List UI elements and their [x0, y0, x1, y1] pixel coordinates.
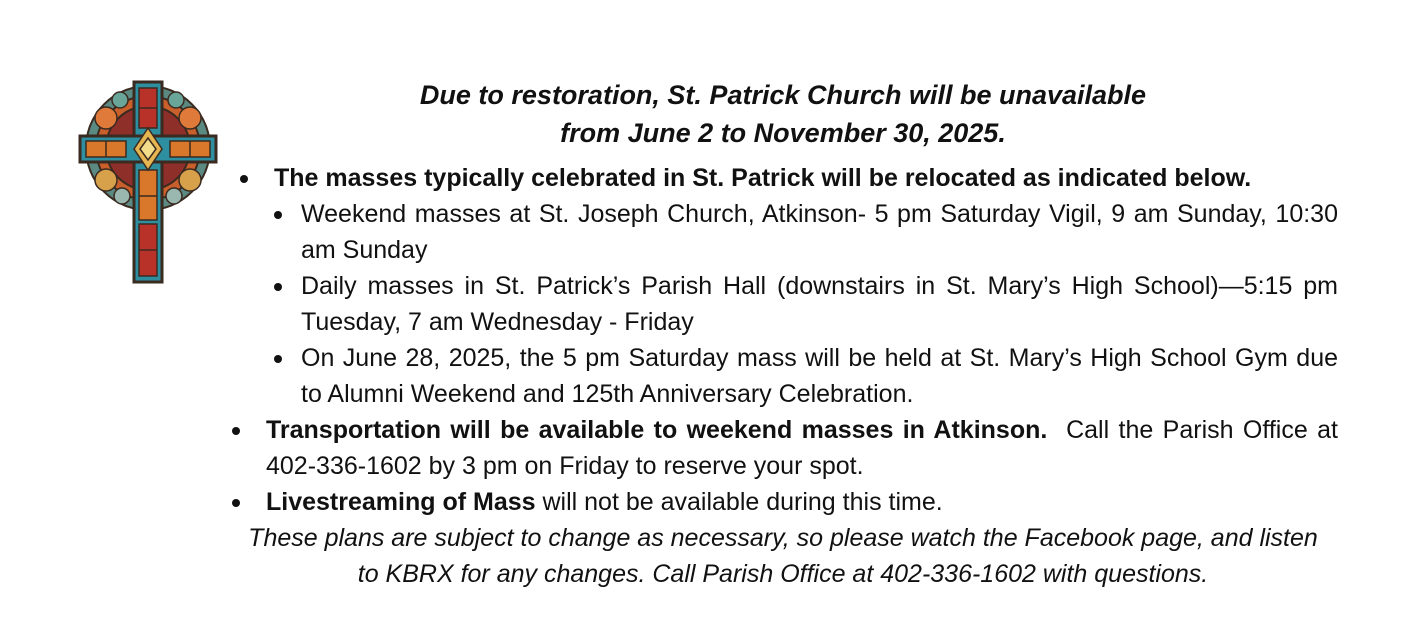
list-item-transportation	[228, 412, 1345, 484]
bullet-icon	[274, 211, 282, 219]
daily-masses-text: Daily masses in St. Patrick’s Parish Hall (downstairs in St. Mary’s High School)—5:15 pm Tuesday, 7 am Wednesday - Friday	[301, 272, 1338, 336]
footer-line2: to KBRX for any changes. Call Parish Office at 402-336-1602 with questions.	[357, 560, 1209, 588]
transportation-heading: Transportation will be available to weekend masses in Atkinson.	[266, 416, 1048, 444]
list-item-june-28-mass	[228, 340, 1338, 412]
relocation-heading: The masses typically celebrated in St. Patrick will be relocated as indicated below.	[274, 164, 1252, 192]
livestreaming-heading: Livestreaming of Mass	[266, 488, 536, 516]
june-28-mass-text: On June 28, 2025, the 5 pm Saturday mass will be held at St. Mary’s High School Gym due to Alumni Weekend and 125th Anniversary Celebration.	[301, 344, 1338, 408]
footer-line1: These plans are subject to change as necessary, so please watch the Facebook page, and listen	[248, 524, 1318, 552]
bullet-icon	[232, 499, 240, 507]
bullet-icon	[274, 355, 282, 363]
bullet-icon	[274, 283, 282, 291]
weekend-masses-text: Weekend masses at St. Joseph Church, Atkinson- 5 pm Saturday Vigil, 9 am Sunday, 10:30 am Sunday	[301, 200, 1338, 264]
list-item-livestreaming	[228, 484, 1338, 520]
list-item-relocation	[236, 160, 1338, 196]
bullet-icon	[240, 175, 248, 183]
livestreaming-details: will not be available during this time.	[535, 488, 943, 516]
transportation-details: Call the Parish Office at 402-336-1602 by 3 pm on Friday to reserve your spot.	[266, 416, 1345, 480]
notice-footer	[228, 520, 1338, 592]
notice-title-line2: from June 2 to November 30, 2025.	[560, 118, 1006, 148]
notice-title-line1: Due to restoration, St. Patrick Church will be unavailable	[419, 80, 1147, 110]
list-item-weekend-masses	[228, 196, 1338, 268]
stained-glass-cross-icon	[76, 78, 220, 286]
restoration-notice	[228, 76, 1345, 592]
list-item-daily-masses	[228, 268, 1338, 340]
bullet-icon	[232, 427, 240, 435]
notice-title	[228, 76, 1338, 152]
